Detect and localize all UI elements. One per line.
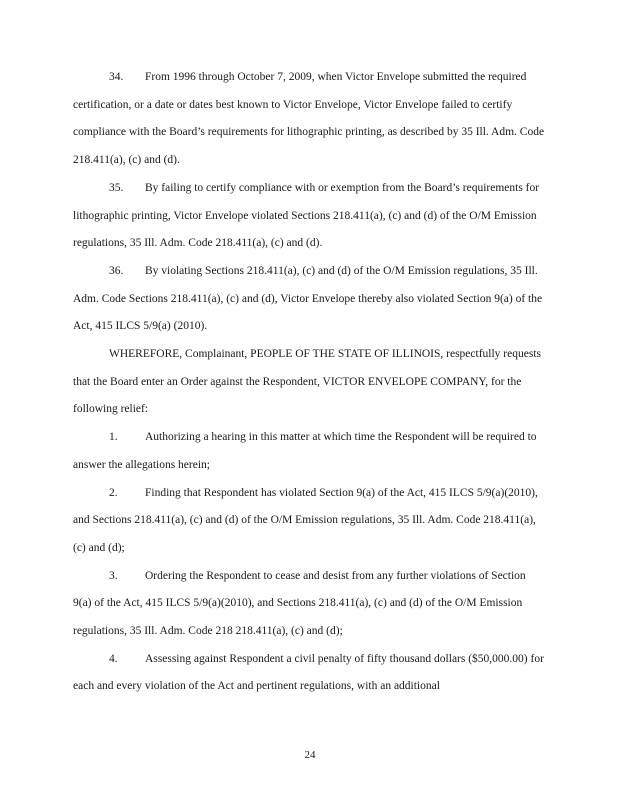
paragraph-36 bbox=[73, 258, 547, 341]
relief-item-4 bbox=[73, 646, 547, 701]
relief-text: Ordering the Respondent to cease and desist from any further violations of Section 9(a) of the Act, 415 ILCS 5/9(a)(2010), and Sections 218.411(a), (c) and (d) of the O/M Emission regulations, 35 Ill. Adm. Code 218 218.411(a), (c) and (d); bbox=[73, 569, 526, 638]
page-number: 24 bbox=[304, 749, 316, 761]
paragraph-34 bbox=[73, 64, 547, 175]
paragraph-number: 35. bbox=[109, 181, 124, 194]
relief-number: 2. bbox=[109, 486, 118, 499]
relief-number: 1. bbox=[109, 431, 118, 444]
paragraph-text: From 1996 through October 7, 2009, when Victor Envelope submitted the required certification, or a date or dates best known to Victor Envelope, Victor Envelope failed to certify compliance with the Board’s requirements for lithographic printing, as described by 35 Ill. Adm. Code 218.411(a), (c) and (d). bbox=[73, 71, 545, 167]
wherefore-clause: WHEREFORE, Complainant, PEOPLE OF THE STATE OF ILLINOIS, respectfully requests that the Board enter an Order against the Respondent, VICTOR ENVELOPE COMPANY, for the following relief: bbox=[73, 348, 541, 416]
relief-number: 4. bbox=[109, 652, 118, 665]
relief-item-3 bbox=[73, 563, 547, 646]
paragraph-number: 36. bbox=[109, 264, 124, 277]
relief-item-2 bbox=[73, 480, 547, 563]
relief-text: Finding that Respondent has violated Section 9(a) of the Act, 415 ILCS 5/9(a)(2010), and Sections 218.411(a), (c) and (d) of the O/M Emission regulations, 35 Ill. Adm. Code 218.411(a), (c) and (d); bbox=[73, 486, 538, 554]
paragraph-number: 34. bbox=[109, 71, 124, 83]
document-body bbox=[73, 64, 547, 701]
relief-text: Assessing against Respondent a civil penalty of fifty thousand dollars ($50,000.00) for each and every violation of the Act and pertinent regulations, with an additional bbox=[73, 652, 544, 693]
paragraph-text: By failing to certify compliance with or exemption from the Board’s requirements for lithographic printing, Victor Envelope violated Sections 218.411(a), (c) and (d) of the O/M Emission regulations, 35 Ill. Adm. Code 218.411(a), (c) and (d). bbox=[73, 181, 540, 250]
relief-item-1 bbox=[73, 424, 547, 479]
paragraph-text: By violating Sections 218.411(a), (c) and (d) of the O/M Emission regulations, 35 Ill. Adm. Code Sections 218.411(a), (c) and (d), Victor Envelope thereby also violated Section 9(a) of the Act, 415 ILCS 5/9(a) (2010). bbox=[73, 264, 543, 333]
relief-number: 3. bbox=[109, 569, 118, 582]
paragraph-35 bbox=[73, 175, 547, 258]
relief-text: Authorizing a hearing in this matter at which time the Respondent will be required to answer the allegations herein; bbox=[73, 431, 537, 471]
